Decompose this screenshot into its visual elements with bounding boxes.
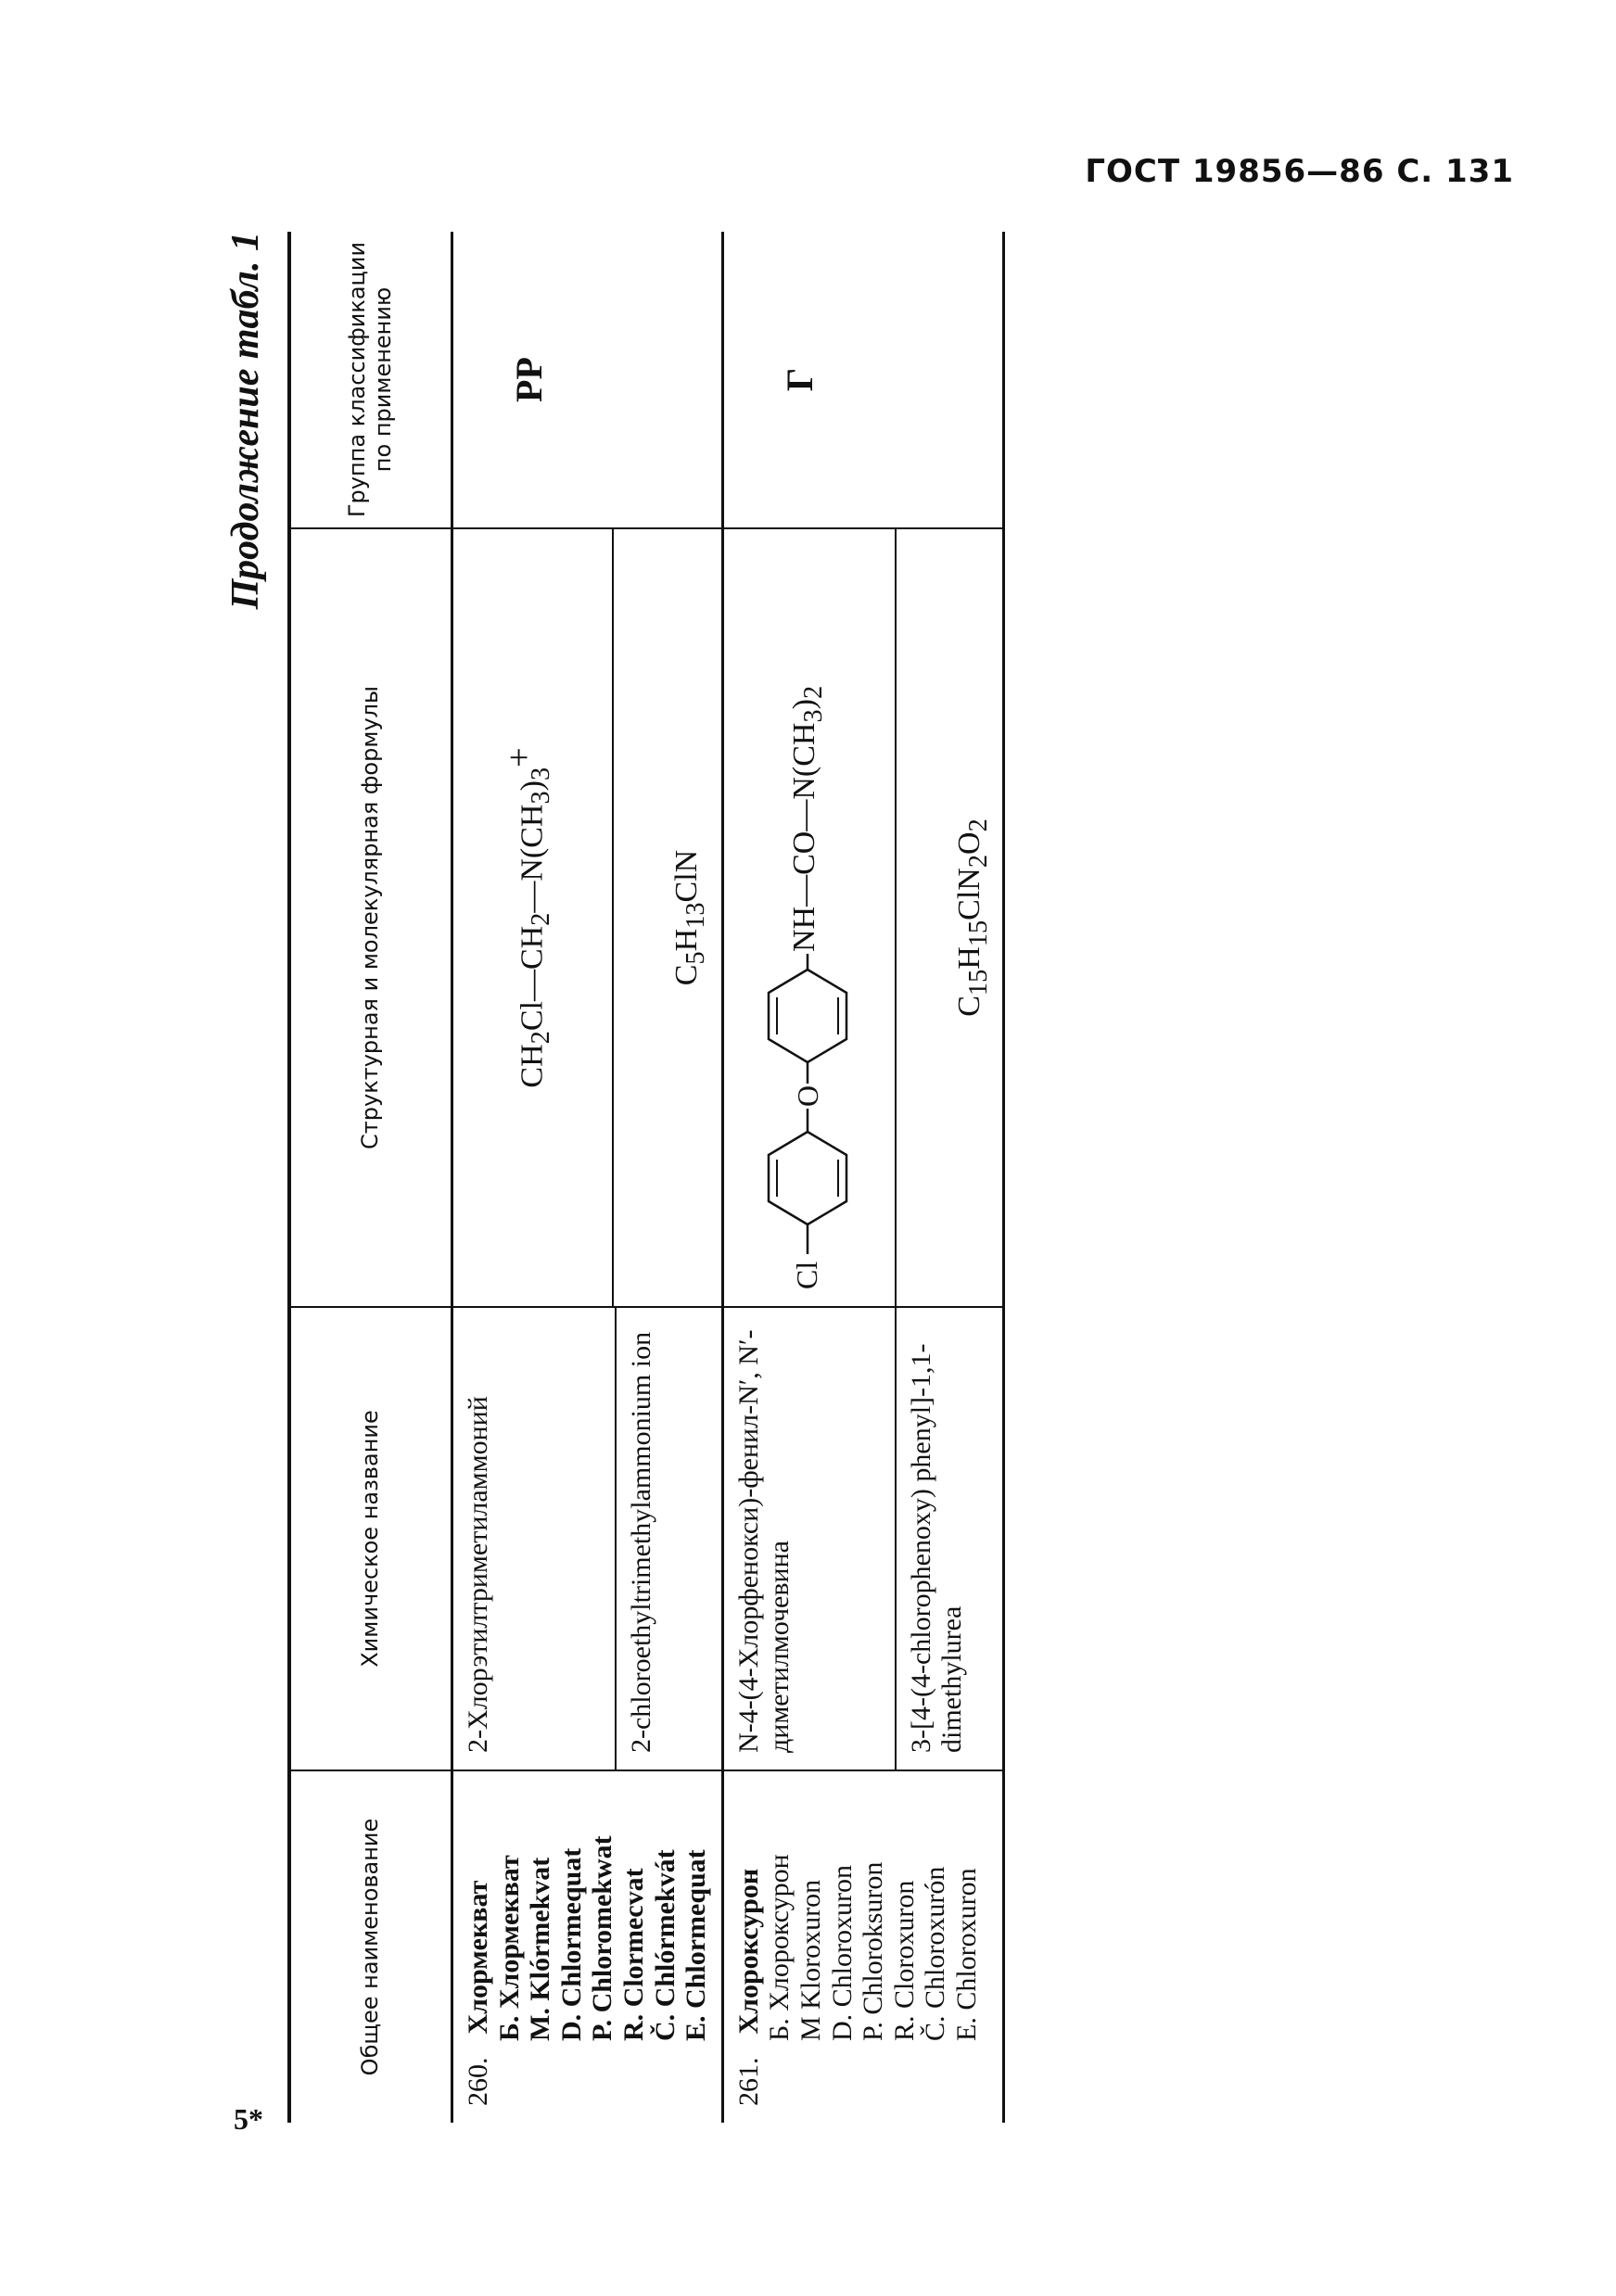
- chemical-name-ru: N-4-(4-Хлорфенокси)-фенил-N′, N′-диметилмочевина: [732, 1329, 795, 1753]
- urea-group: $NH—CO—N(CH_3)_2$: [786, 685, 828, 952]
- name-list: [494, 1788, 712, 2106]
- name-list: [764, 1788, 982, 2106]
- group-cell: [452, 232, 723, 528]
- page-header: ГОСТ 19856—86 С. 131: [1085, 153, 1514, 190]
- formula-cell: [724, 528, 1004, 1307]
- formula-cell: [452, 528, 723, 1307]
- list-item: M Kloroxuron: [795, 1879, 826, 2041]
- molecular-formula: $C_{15}H_{15}ClN_2O_2$: [895, 529, 994, 1306]
- structural-formula: $CH_2Cl—CH_2—N(CH_3)_3^+$: [500, 747, 556, 1088]
- column-header-common: Общее наименование: [289, 1770, 452, 2123]
- entry-number: 261.: [732, 2057, 764, 2106]
- group-cell: [724, 232, 1004, 528]
- chemical-name-ru: 2-Хлорэтилтриметиламмоний: [463, 1396, 493, 1753]
- entry-title: Хлормекват: [463, 1880, 493, 2035]
- benzene-ring-2: [769, 970, 846, 1062]
- group-code: Г: [778, 367, 821, 392]
- list-item: P. Chloroksuron: [858, 1861, 889, 2041]
- table-header-row: [289, 232, 452, 2123]
- column-header-formula: Структурная и молекулярная формулы: [289, 528, 452, 1307]
- list-item: R. Clormecvat: [617, 1868, 649, 2041]
- list-item: Б. Хлормекват: [493, 1855, 525, 2041]
- chemical-name-en: 3-[4-(4-chlorophenoxy) phenyl]-1,1-dimethylurea: [895, 1308, 968, 1770]
- list-item: Б. Хлороксурон: [764, 1854, 795, 2041]
- entry-title: Хлороксурон: [732, 1868, 764, 2035]
- common-name-cell: [724, 1770, 1004, 2123]
- list-item: E. Chloroxuron: [950, 1868, 982, 2041]
- list-item: Č. Chloroxurón: [920, 1866, 951, 2041]
- table-row: [724, 232, 1004, 2123]
- list-item: R. Cloroxuron: [888, 1880, 920, 2041]
- structural-formula: [733, 546, 882, 1289]
- charge-plus: +: [500, 747, 539, 767]
- chemical-name-cell: [724, 1307, 1004, 1770]
- group-code: РР: [508, 357, 550, 402]
- column-header-group: Группа классификации по применению: [289, 232, 452, 528]
- molecular-formula: $C_5H_{13}ClN$: [612, 529, 711, 1306]
- table-caption: Продолжение табл. 1: [224, 232, 267, 610]
- list-item: E. Chlormequat: [681, 1849, 712, 2041]
- oxygen-atom: O: [790, 1085, 824, 1107]
- rotated-table-page: [213, 232, 1530, 2123]
- entry-number: 260.: [463, 2057, 493, 2106]
- chlorine-atom: Cl: [789, 1261, 823, 1289]
- list-item: D. Chlormequat: [555, 1847, 587, 2041]
- list-item: D. Chloroxuron: [826, 1865, 858, 2041]
- chemical-name-en: 2-chloroethyltrimethylammonium ion: [615, 1308, 657, 1770]
- classification-table: [287, 232, 1005, 2123]
- column-header-chemical: Химическое название: [289, 1307, 452, 1770]
- page-footnote: 5*: [234, 2102, 263, 2136]
- list-item: Č. Chlórmekvát: [649, 1849, 681, 2041]
- table-row: [452, 232, 723, 2123]
- common-name-cell: [452, 1770, 723, 2123]
- chemical-name-cell: [452, 1307, 723, 1770]
- benzene-ring-1: [769, 1132, 846, 1224]
- list-item: P. Chloromekwat: [587, 1835, 618, 2041]
- list-item: М. Klórmekvat: [525, 1857, 556, 2041]
